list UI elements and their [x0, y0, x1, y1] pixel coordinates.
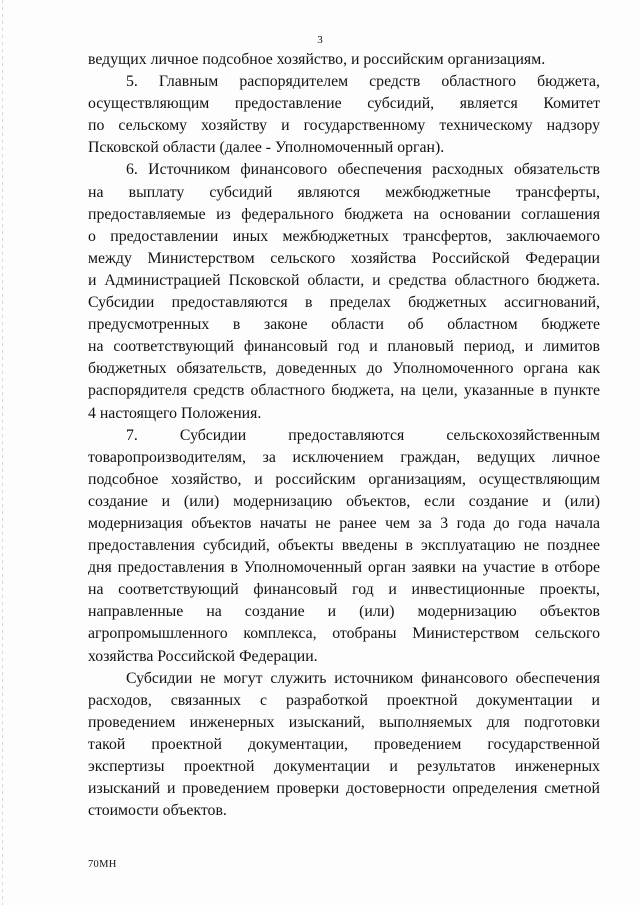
text-line: по сельскому хозяйству и государственному техническому надзору [88, 117, 600, 135]
text-line: агропромышленного комплекса, отобраны Министерством сельского [88, 625, 600, 643]
text-line: и Администрацией Псковской области, и средства областного бюджета. [88, 271, 600, 289]
scan-edge [2, 0, 3, 905]
text-line: на соответствующий финансовый год и инвестиционные проекты, [88, 581, 600, 599]
text-line: Псковской области (далее - Уполномоченный орган). [88, 139, 445, 157]
text-line: предоставления субсидий, объекты введены в эксплуатацию не позднее [88, 537, 600, 555]
text-line: модернизация объектов начаты не ранее чем за 3 года до года начала [88, 514, 600, 532]
text-line: товаропроизводителям, за исключением граждан, ведущих личное [88, 448, 600, 466]
text-line: на соответствующий финансовый год и плановый период, и лимитов [88, 338, 600, 356]
text-line: дня предоставления в Уполномоченный орган заявки на участие в отборе [88, 559, 600, 577]
text-line: 5. Главным распорядителем средств областного бюджета, [126, 73, 600, 91]
text-line: осуществляющим предоставление субсидий, является Комитет [88, 95, 600, 113]
text-line: между Министерством сельского хозяйства Российской Федерации [88, 249, 600, 267]
text-line: на выплату субсидий являются межбюджетные трансферты, [88, 183, 600, 201]
text-line: расходов, связанных с разработкой проектной документации и [88, 691, 600, 709]
text-line: предоставляемые из федерального бюджета на основании соглашения [88, 205, 600, 223]
text-line: бюджетных обязательств, доведенных до Уполномоченного органа как [88, 360, 600, 378]
text-line: изысканий и проведением проверки достоверности определения сметной [88, 780, 600, 798]
text-line: 7. Субсидии предоставляются сельскохозяйственным [126, 426, 600, 444]
text-line: 6. Источником финансового обеспечения расходных обязательств [126, 161, 600, 179]
text-line: 4 настоящего Положения. [88, 404, 262, 422]
text-line: Субсидии не могут служить источником финансового обеспечения [126, 669, 600, 687]
text-line: Субсидии предоставляются в пределах бюджетных ассигнований, [88, 294, 600, 312]
page-number: 3 [317, 34, 323, 46]
text-line: подсобное хозяйство, и российским организациям, осуществляющим [88, 470, 600, 488]
text-line: распорядителя средств областного бюджета, на цели, указанные в пункте [88, 382, 600, 400]
document-body [88, 49, 600, 822]
text-line: предусмотренных в законе области об областном бюджете [88, 316, 600, 334]
text-line: хозяйства Российской Федерации. [88, 647, 318, 665]
text-line: экспертизы проектной документации и результатов инженерных [88, 758, 600, 775]
text-line: стоимости объектов. [88, 802, 227, 820]
text-line: ведущих личное подсобное хозяйство, и российским организациям. [88, 51, 546, 68]
text-line: проведением инженерных изысканий, выполняемых для подготовки [88, 713, 600, 731]
text-line: направленные на создание и (или) модернизацию объектов [88, 603, 600, 621]
footer-document-code: 70МН [88, 859, 117, 870]
text-line: такой проектной документации, проведением государственной [88, 735, 600, 753]
text-line: о предоставлении иных межбюджетных трансфертов, заключаемого [88, 227, 600, 245]
text-line: создание и (или) модернизацию объектов, если создание и (или) [88, 492, 600, 510]
